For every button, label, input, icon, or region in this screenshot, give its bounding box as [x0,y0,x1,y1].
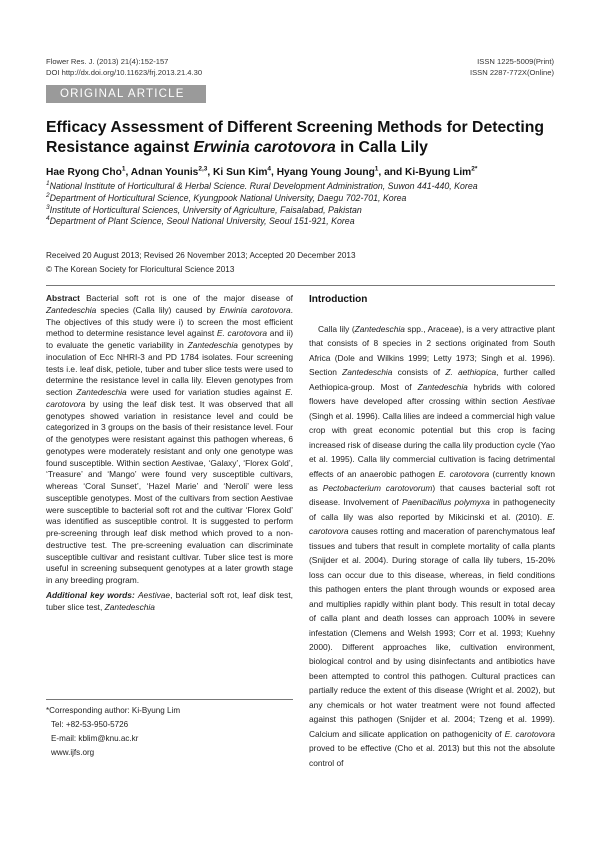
section-divider [46,285,555,286]
affil-num: 2 [46,191,50,199]
history-block [46,249,566,277]
introduction-paragraph: Calla lily (Zantedeschia spp., Araceae), is a very attractive plant that consists of 8 species in 2 sections originated from South Africa (Dole and Wilkins 1999; Letty 1973; Singh et al. 1996). Section Zantedeschia consists of Z. aethiopica, further called Aethiopica-group. Most of Zantedeschia hybrids with colored flowers have developed after crossing within section Aestivae (Singh et al. 1996). Calla lilies are indeed a commercial high value crop with great economic potential but this crop is facing increased risk of disease during the calla lily production cycle (Yao et al. 1995). Calla lily commercial cultivation is facing detrimental effects of an anaerobic pathogen E. carotovora (currently known as Pectobacterium carotovorum) that causes bacterial soft rot disease. Involvement of Paenibacillus polymyxa in pathogenecity of calla lily was also reported by Mikicinski et al. (2010). E. carotovora causes rotting and maceration of parenchymatous leaf tissues and tubers that result in complete mortality of calla plants (Snijder et al. 2004). During storage of calla lily tubers, 15-20% loss can occur due to this disease, whereas, in field conditions this pathogen enters the plant through wounds or exposed area and multiplies rapidly within plant body. This result in total decay of calla plant and death losses can approach 100% in severe infestation (Clemens and Welsh 1993; Corr et al. 1993; Kuehny 2000). Different approaches like, cultivation environment, biological control and by using disinfectants and antibiotics have been attempted to control this pathogen. Cultural practices can partially reduce the extent of this disease (Wright et al. 2002), but any chemicals or hot water treatment were not found affected against this pathogen (Snijder et al. 2004; Tzeng et al. 1999). Calcium and silicate application on pathogenicity of E. carotovora proved to be effective (Cho et al. 2013) but this not the absolute control of [309,324,556,768]
author-affil-mark: 2,3 [198,165,208,173]
introduction-body [309,322,555,770]
journal-line: Flower Res. J. (2013) 21(4):152-157 [46,57,169,66]
journal-citation [46,57,202,78]
author-name: Ki-Byung Lim [405,167,472,178]
title-text-1: Efficacy Assessment of Different Screening Methods for Detecting Resistance against [46,119,545,156]
affiliation-item [46,205,566,217]
journal-website[interactable]: www.ijfs.org [51,748,95,757]
issn-print: ISSN 1225-5009(Print) [477,57,554,66]
author-name: Adnan Younis [130,167,199,178]
author-name: Hyang Young Joung [276,167,375,178]
title-species: Erwinia carotovora [193,139,336,156]
affil-text: Department of Horticultural Science, Kyungpook National University, Daegu 702-701, Korea [49,192,407,203]
keywords-label: Additional key words: [46,589,135,600]
affiliation-list [46,181,566,228]
abstract-label: Abstract [46,293,80,303]
doi-line[interactable]: DOI http://dx.doi.org/10.11623/frj.2013.21.4.30 [46,67,203,77]
introduction-heading: Introduction [309,294,368,305]
affiliation-item [46,193,566,205]
received-dates: Received 20 August 2013; Revised 26 November 2013; Accepted 20 December 2013 [46,251,356,260]
corresponding-author: *Corresponding author: Ki-Byung Lim [46,706,181,715]
affiliation-item [46,181,566,193]
correspondence-block [46,699,293,760]
paper-title [46,118,566,158]
affil-num: 3 [46,203,50,211]
author-name: Ki Sun Kim [213,167,268,178]
affiliation-item [46,216,566,228]
abstract-block [46,293,293,613]
affil-num: 4 [46,215,50,223]
title-text-2: in Calla Lily [335,139,428,156]
author-name: Hae Ryong Cho [46,167,122,178]
affil-text: National Institute of Horticultural & Herbal Science. Rural Development Administration, Suwon 441-440, Korea [49,181,478,191]
issn-block [470,57,554,78]
abstract-text: Abstract Bacterial soft rot is one of the major disease of Zantedeschia species (Calla lily) caused by Erwinia carotovora. The objectives of this study were i) to screen the most efficient method to determine resistance level against E. carotovora and ii) to evaluate the genetic variability in Zantedeschia genotypes by inoculation of Ecc NHRI-3 and PD 1784 isolates. Four screening tests i.e. leaf disk, petiole, tuber and tuber slice tests were used to determine the resistance level in calla lily. Eleven genotypes from section Zantedeschia were used for variation studies against E. carotovora by using the leaf disk test. It was observed that all genotypes showed variation in resistance level and could be categorized in 3 groups on the basis of their resistance level. Four of the genotypes were resistant against this pathogen whereas, 6 genotypes were moderately resistant and only one genotype was found susceptible. Within section Aestivae, ‘Galaxy’, ‘Florex Gold’, ‘Treasure’ and ‘Mango’ were found very susceptible cultivars, whereas ‘Coral Sunset’, ‘Hazel Marie’ and ‘Neroli’ were less susceptible genotypes. Most of the cultivars from section Aestivae were susceptible to bacterial soft rot and the cultivar ‘Florex Gold’ was identified as susceptible control. It is suggested to perform pre-screening through leaf disk method which proved to a non-destructive test. The pre-screening evaluation can discriminate susceptible cultivar and resistant cultivar. Tuber slice test is more useful in screening subsequent genotypes at a later growth stage in any breeding program. [46,293,293,585]
article-type-banner: ORIGINAL ARTICLE [46,85,206,103]
phone-number: Tel: +82-53-950-5726 [51,720,129,729]
author-affil-mark: 1 [374,165,379,173]
keywords: Additional key words: Aestivae, bacterial soft rot, leaf disk test, tuber slice test, Zantedeschia [46,589,294,612]
author-affil-mark: 4 [267,165,272,173]
copyright-line: © The Korean Society for Floricultural Science 2013 [46,265,235,274]
email-address[interactable]: E-mail: kblim@knu.ac.kr [51,734,139,743]
author-list: Hae Ryong Cho$^1$, Adnan Younis$^{2,3}$, Ki Sun Kim$^4$, Hyang Young Joung$^1$, and Ki-Byung Lim$^{2*}$ [46,165,478,178]
affil-text: Institute of Horticultural Sciences, University of Agriculture, Faisalabad, Pakistan [49,204,362,215]
affil-text: Department of Plant Science, Seoul National University, Seoul 151-921, Korea [49,216,355,227]
author-affil-mark: 1 [121,165,126,173]
affil-num: 1 [46,180,50,188]
issn-online: ISSN 2287-772X(Online) [470,67,554,77]
author-affil-mark: 2* [471,165,478,173]
